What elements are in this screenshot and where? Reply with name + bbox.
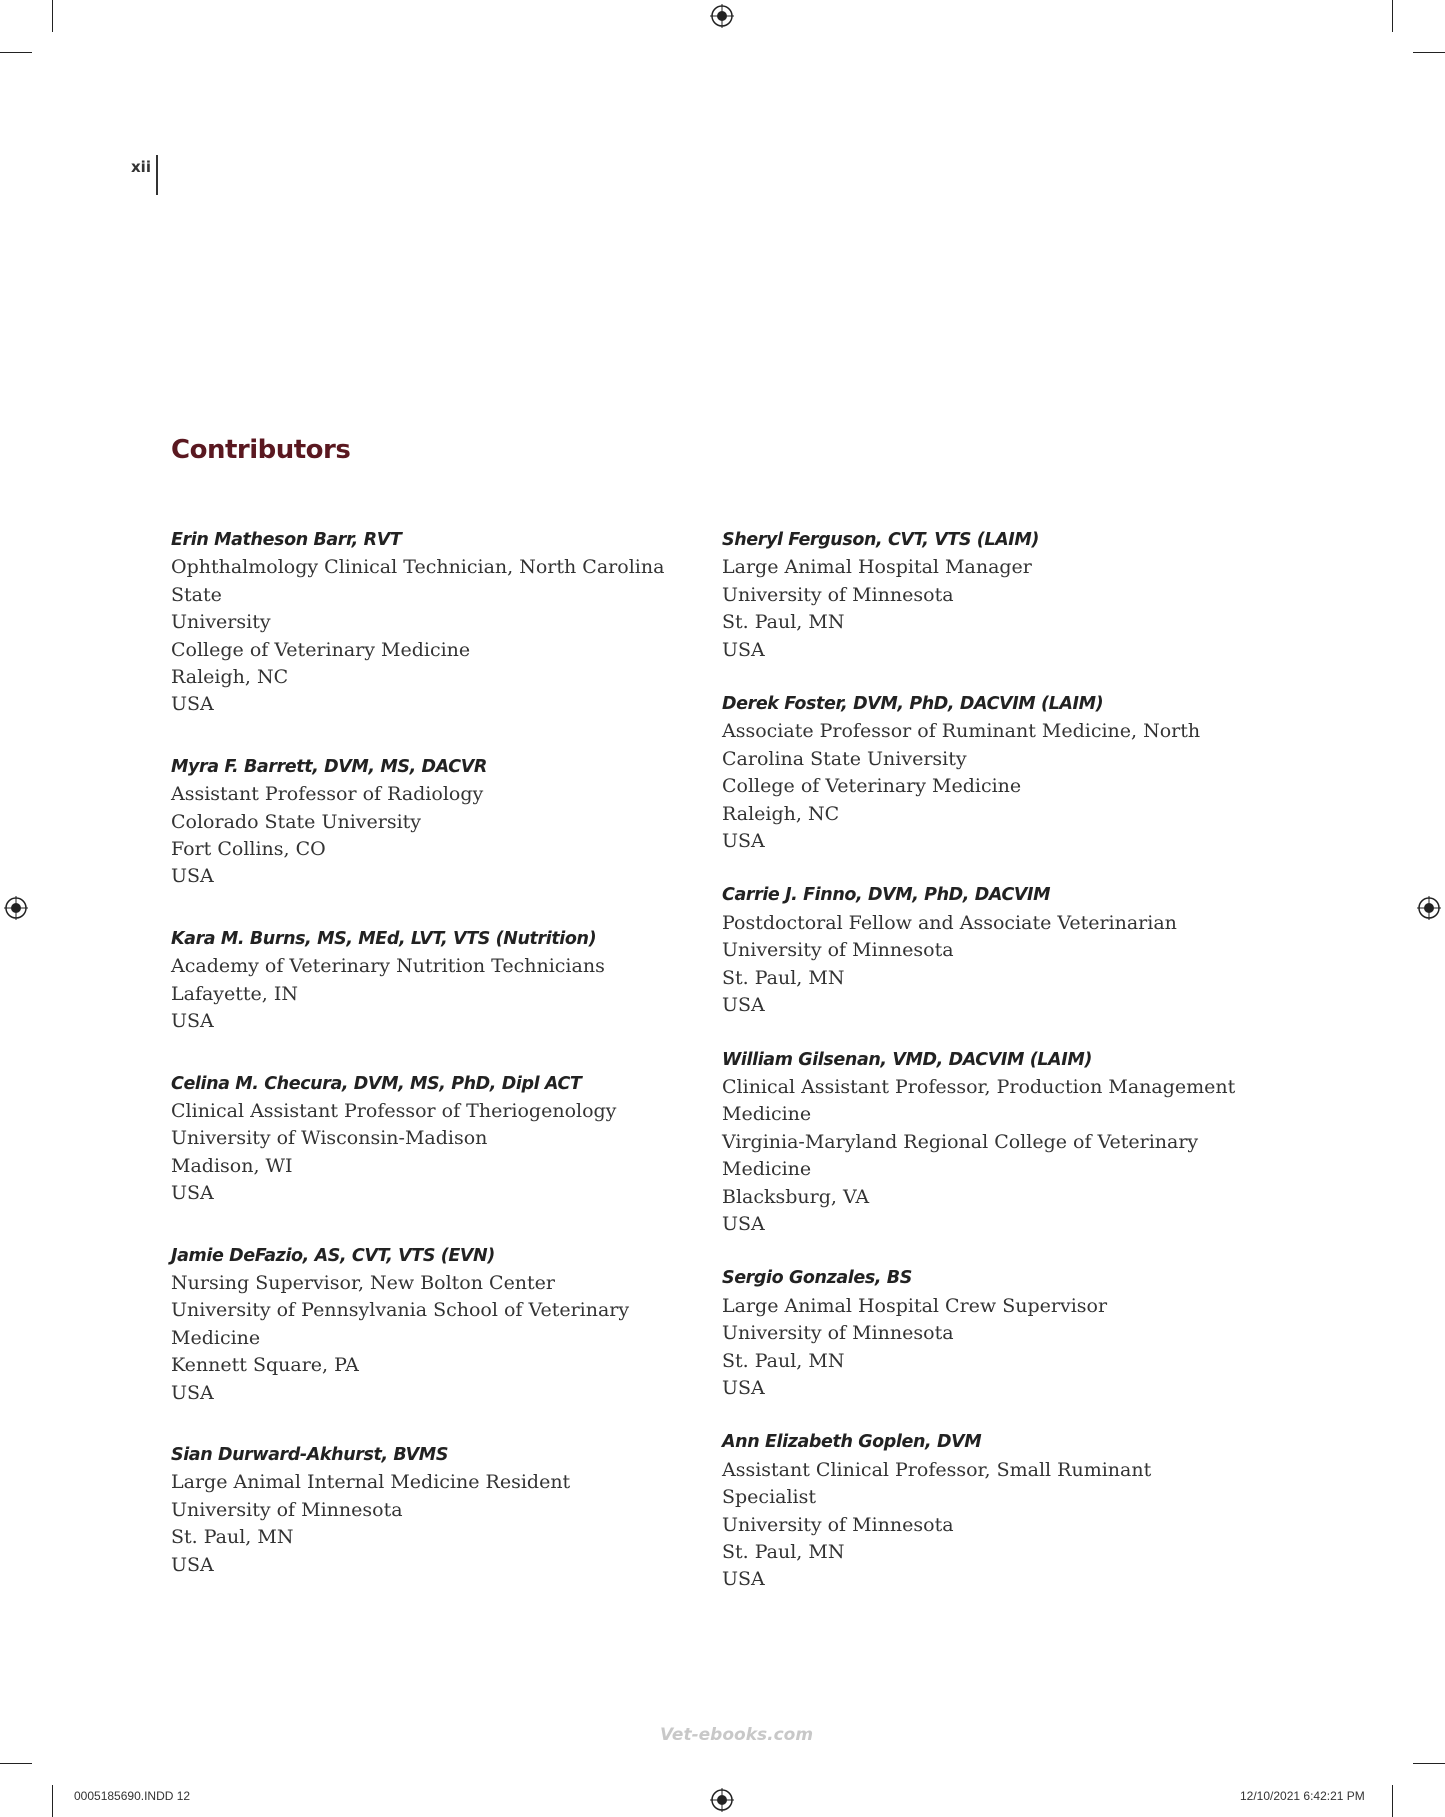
contributor-affiliation-line: Virginia-Maryland Regional College of Veterinary: [722, 1130, 1199, 1153]
contributor-affiliation-line: Clinical Assistant Professor of Theriogenology: [171, 1099, 617, 1122]
contributor-affiliation-line: Large Animal Hospital Crew Supervisor: [722, 1294, 1108, 1317]
contributor-name: Jamie DeFazio, AS, CVT, VTS (EVN): [171, 1245, 495, 1266]
contributor-affiliation-line: Nursing Supervisor, New Bolton Center: [171, 1271, 556, 1294]
contributor-affiliation-line: Lafayette, IN: [171, 982, 299, 1005]
contributor-name: Sian Durward-Akhurst, BVMS: [171, 1444, 449, 1465]
page-number-rule: [156, 155, 158, 195]
contributor-affiliation-line: University: [171, 611, 271, 634]
contributor-name: Celina M. Checura, DVM, MS, PhD, Dipl ACT: [171, 1073, 582, 1094]
contributor-entry: [171, 754, 696, 891]
contributor-affiliation-line: Raleigh, NC: [171, 666, 289, 689]
contributor-entry: [722, 527, 1247, 664]
contributor-affiliation-line: University of Minnesota: [171, 1498, 403, 1521]
contributor-name: Derek Foster, DVM, PhD, DACVIM (LAIM): [722, 694, 1104, 715]
contributors-right-column: [722, 527, 1247, 1621]
contributor-name: Erin Matheson Barr, RVT: [171, 530, 402, 550]
contributor-affiliation-line: St. Paul, MN: [722, 1541, 845, 1563]
crop-mark: [0, 1763, 32, 1764]
contributor-affiliation-line: USA: [171, 865, 214, 888]
page-title: Contributors: [171, 435, 351, 465]
contributor-affiliation-line: Large Animal Internal Medicine Resident: [171, 1471, 571, 1494]
contributor-affiliation-line: Associate Professor of Ruminant Medicine, North: [722, 720, 1201, 743]
contributor-entry: [722, 691, 1247, 855]
contributor-affiliation-line: Assistant Professor of Radiology: [171, 783, 484, 806]
contributor-affiliation-line: Fort Collins, CO: [171, 838, 326, 861]
contributor-name: Myra F. Barrett, DVM, MS, DACVR: [171, 756, 487, 777]
crop-mark: [52, 0, 53, 32]
contributor-entry: [722, 882, 1247, 1019]
contributor-affiliation-line: Madison, WI: [171, 1154, 293, 1177]
contributor-entry: [722, 1429, 1247, 1593]
registration-mark-icon: [4, 896, 28, 920]
contributor-affiliation-line: Ophthalmology Clinical Technician, North Carolina State: [171, 556, 665, 606]
contributor-affiliation-line: University of Minnesota: [722, 583, 954, 606]
contributor-name: William Gilsenan, VMD, DACVIM (LAIM): [722, 1049, 1092, 1070]
contributor-affiliation-line: College of Veterinary Medicine: [722, 775, 1022, 798]
contributor-entry: [171, 926, 696, 1036]
contributor-affiliation-line: Postdoctoral Fellow and Associate Veterinarian: [722, 911, 1177, 934]
contributor-affiliation-line: Clinical Assistant Professor, Production Management: [722, 1075, 1236, 1098]
registration-mark-icon: [710, 1788, 734, 1812]
contributor-affiliation-line: USA: [722, 994, 765, 1017]
footer-file-slug: 0005185690.INDD 12: [74, 1789, 191, 1803]
contributor-affiliation-line: Assistant Clinical Professor, Small Ruminant Specialist: [722, 1458, 1152, 1509]
contributor-name: Sergio Gonzales, BS: [722, 1268, 912, 1289]
contributor-affiliation-line: USA: [722, 1568, 765, 1591]
contributor-name: Kara M. Burns, MS, MEd, LVT, VTS (Nutrition): [171, 928, 597, 949]
contributor-entry: [171, 1243, 696, 1407]
contributor-affiliation-line: Carolina State University: [722, 747, 967, 770]
contributor-affiliation-line: Raleigh, NC: [722, 802, 840, 825]
contributors-left-column: [171, 527, 696, 1614]
registration-mark-icon: [710, 4, 734, 28]
contributor-affiliation-line: USA: [171, 1553, 214, 1576]
page-number: xii: [131, 158, 151, 176]
watermark: Vet-ebooks.com: [660, 1725, 814, 1745]
contributor-affiliation-line: Medicine: [171, 1326, 261, 1349]
contributor-affiliation-line: USA: [722, 1376, 765, 1399]
contributor-entry: [722, 1047, 1247, 1239]
contributor-affiliation-line: Colorado State University: [171, 810, 422, 833]
contributor-affiliation-line: University of Wisconsin-Madison: [171, 1127, 488, 1150]
crop-mark: [1413, 52, 1445, 53]
contributor-affiliation-line: University of Minnesota: [722, 1322, 954, 1345]
contributor-entry: [171, 1071, 696, 1208]
contributor-affiliation-line: USA: [722, 1212, 765, 1235]
contributor-affiliation-line: Large Animal Hospital Manager: [722, 556, 1032, 579]
contributor-affiliation-line: St. Paul, MN: [722, 611, 845, 634]
contributor-affiliation-line: St. Paul, MN: [171, 1526, 294, 1549]
contributor-affiliation-line: USA: [171, 1182, 214, 1205]
contributor-entry: [171, 527, 696, 719]
contributor-entry: [722, 1265, 1247, 1402]
contributor-affiliation-line: University of Pennsylvania School of Veterinary: [171, 1299, 630, 1322]
contributor-name: Sheryl Ferguson, CVT, VTS (LAIM): [722, 530, 1040, 550]
contributor-affiliation-line: St. Paul, MN: [722, 966, 845, 989]
contributor-affiliation-line: Kennett Square, PA: [171, 1354, 359, 1377]
contributor-affiliation-line: Blacksburg, VA: [722, 1185, 870, 1208]
crop-mark: [52, 1785, 53, 1817]
contributor-name: Ann Elizabeth Goplen, DVM: [722, 1432, 982, 1453]
contributor-entry: [171, 1442, 696, 1579]
contributor-affiliation-line: University of Minnesota: [722, 1513, 954, 1536]
contributor-affiliation-line: USA: [722, 830, 765, 853]
crop-mark: [1392, 0, 1393, 32]
registration-mark-icon: [1417, 896, 1441, 920]
contributor-affiliation-line: Medicine: [722, 1158, 812, 1181]
contributor-affiliation-line: St. Paul, MN: [722, 1349, 845, 1372]
contributor-affiliation-line: Medicine: [722, 1103, 812, 1126]
contributor-affiliation-line: College of Veterinary Medicine: [171, 638, 471, 661]
crop-mark: [0, 52, 32, 53]
contributor-affiliation-line: USA: [171, 693, 214, 716]
contributor-name: Carrie J. Finno, DVM, PhD, DACVIM: [722, 885, 1051, 906]
crop-mark: [1413, 1763, 1445, 1764]
footer-timestamp: 12/10/2021 6:42:21 PM: [1240, 1789, 1365, 1803]
contributor-affiliation-line: University of Minnesota: [722, 939, 954, 962]
contributor-affiliation-line: USA: [722, 638, 765, 661]
crop-mark: [1392, 1785, 1393, 1817]
contributor-affiliation-line: USA: [171, 1010, 214, 1033]
contributor-affiliation-line: Academy of Veterinary Nutrition Technicians: [171, 955, 605, 978]
contributor-affiliation-line: USA: [171, 1381, 214, 1404]
